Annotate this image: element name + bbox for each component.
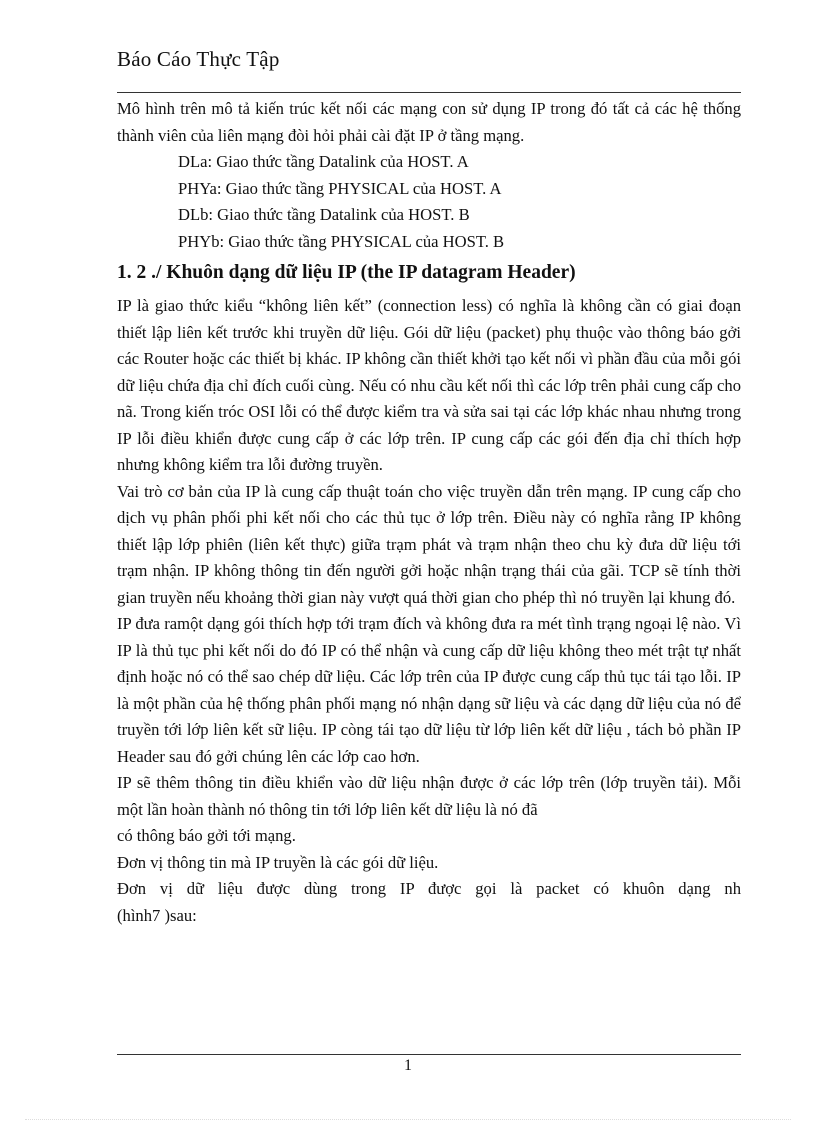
body-paragraph-1: IP là giao thức kiểu “không liên kết” (connection less) có nghĩa là không cần có giai đoạn thiết lập liên kết trước khi truyền dữ liệu. Gói dữ liệu (packet) phụ thuộc vào thông báo gởi các Router hoặc các thiết bị khác. IP không cần thiết khởi tạo kết nối vì phần đầu của mỗi gói dữ liệu chứa địa chỉ đích cuối cùng. Nếu có nhu cầu kết nối thì các lớp trên phải cung cấp cho nã. Trong kiến tróc OSI lỗi có thể được kiểm tra và sửa sai tại các lớp khác nhau nhưng trong IP lỗi điều khiển được cung cấp ở các lớp trên. IP cung cấp các gói đến địa chỉ thích hợp nhưng không kiểm tra lỗi đường truyền. <box>117 296 741 474</box>
body-paragraph-6: Đơn vị dữ liệu được dùng trong IP được gọi là packet có khuôn dạng nh <box>117 879 741 898</box>
body-paragraph-5: Đơn vị thông tin mà IP truyền là các gói dữ liệu. <box>117 852 439 872</box>
definition-item: PHYa: Giao thức tầng PHYSICAL của HOST. A <box>178 178 502 198</box>
page-body <box>117 96 741 929</box>
page-bottom-border <box>25 1119 791 1120</box>
intro-paragraph: Mô hình trên mô tả kiến trúc kết nối các mạng con sử dụng IP trong đó tất cả các hệ thống thành viên của liên mạng đòi hỏi phải cài đặt IP ở tầng mạng. <box>117 99 741 145</box>
footer-divider <box>117 1054 741 1055</box>
definition-item: PHYb: Giao thức tầng PHYSICAL của HOST. B <box>178 231 505 251</box>
body-paragraph-6-continued: (hình7 )sau: <box>117 905 197 925</box>
definition-list <box>117 149 741 255</box>
definition-item: DLb: Giao thức tầng Datalink của HOST. B <box>178 205 470 224</box>
definition-item: DLa: Giao thức tầng Datalink của HOST. A <box>178 152 469 171</box>
body-paragraph-4: IP sẽ thêm thông tin điều khiển vào dữ liệu nhận được ở các lớp trên (lớp truyền tải). Mỗi một lần hoàn thành nó thông tin tới lớp liên kết dữ liệu là nó đã <box>117 773 741 819</box>
body-paragraph-2: Vai trò cơ bản của IP là cung cấp thuật toán cho việc truyền dẫn trên mạng. IP cung cấp cho dịch vụ phân phối phi kết nối cho các thủ tục ở lớp trên. Điều này có nghĩa rằng IP không thiết lập lớp phiên (liên kết thực) giữa trạm phát và trạm nhận theo chu kỳ đưa dữ liệu tới trạm nhận. IP không thông tin đến người gởi hoặc nhận trạng thái của gãi. TCP sẽ tính thời gian truyền nếu khoảng thời gian này vượt quá thời gian cho phép thì nó truyền lại khung đó. <box>117 481 741 607</box>
body-paragraph-3: IP đưa ramột dạng gói thích hợp tới trạm đích và không đưa ra mét tình trạng ngoại lệ nào. Vì IP là thủ tục phi kết nối do đó IP có thể nhận và cung cấp dữ liệu không theo mét trật tự nhất định hoặc nó có thể sao chép dữ liệu. Các lớp trên của IP được cung cấp thủ tục tái tạo lỗi. IP là một phần của hệ thống phân phối mạng nó nhận dạng sữ liệu và các dạng dữ liệu của nó để truyền tới lớp liên kết sữ liệu. IP còng tái tạo dữ liệu từ lớp liên kết dữ liệu , tách bỏ phần IP Header sau đó gởi chúng lên các lớp cao hơn. <box>117 614 741 766</box>
header-divider <box>117 92 741 93</box>
page-header-title: Báo Cáo Thực Tập <box>117 47 280 71</box>
page-number: 1 <box>404 1057 412 1074</box>
body-paragraph-4-continued: có thông báo gởi tới mạng. <box>117 826 296 845</box>
section-heading: 1. 2 ./ Khuôn dạng dữ liệu IP (the IP datagram Header) <box>117 262 576 283</box>
